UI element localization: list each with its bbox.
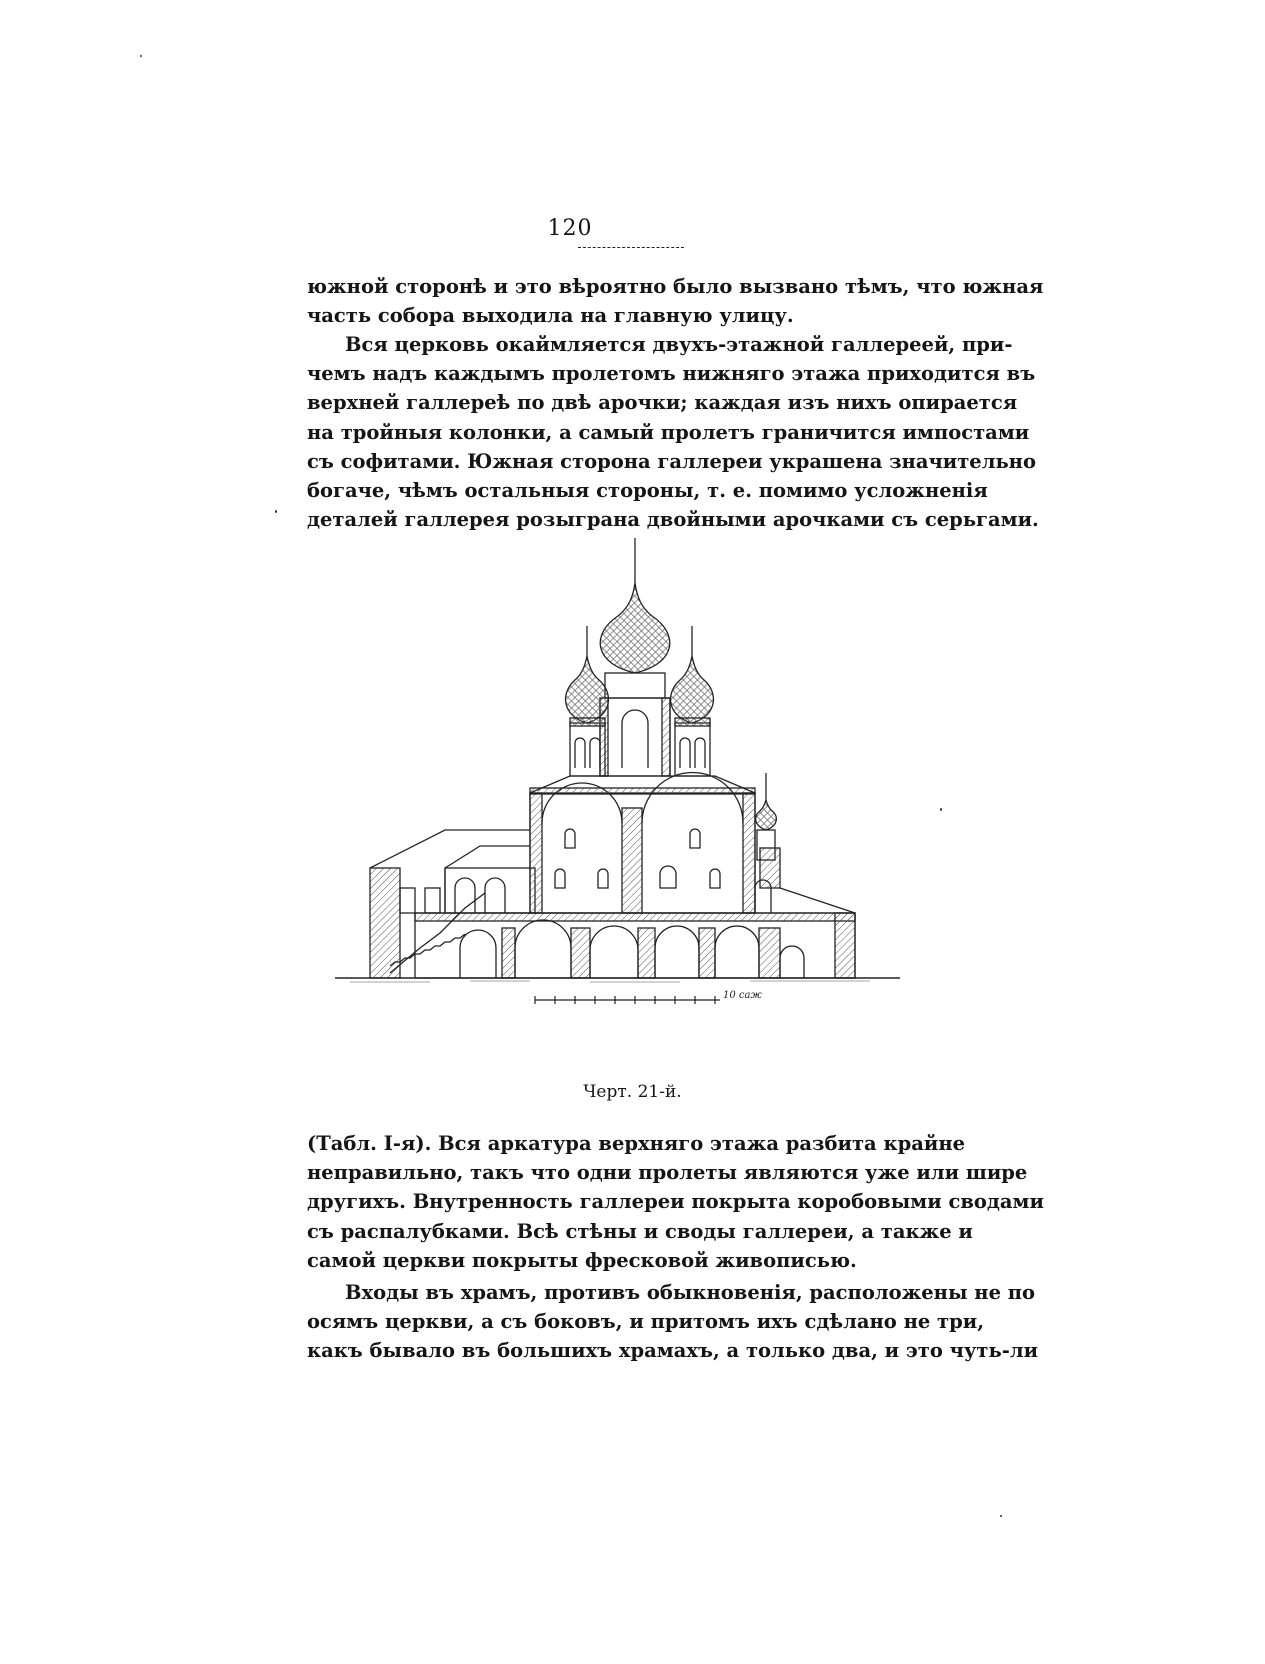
text-line: часть собора выходила на главную улицу.	[307, 304, 794, 328]
scan-speck	[1000, 1515, 1002, 1517]
header-rule	[578, 247, 684, 248]
text-line: самой церкви покрыты фресковой живописью.	[307, 1248, 857, 1272]
page-number: 120	[547, 216, 593, 241]
paragraph-2	[307, 330, 1039, 534]
text-line: осямъ церкви, а съ боковъ, и притомъ ихъ сдѣлано не три,	[307, 1310, 985, 1334]
text-line: на тройныя колонки, а самый пролетъ граничится импостами	[307, 420, 1030, 444]
scan-speck	[275, 510, 277, 513]
text-line: съ софитами. Южная сторона галлереи украшена значительно	[307, 449, 1036, 473]
figure-caption: Черт. 21-й.	[583, 1082, 682, 1102]
text-line: (Табл. I-я). Вся аркатура верхняго этажа разбита крайне	[307, 1132, 965, 1155]
scale-label: 10 саж	[723, 990, 762, 1001]
text-line: чемъ надъ каждымъ пролетомъ нижняго этажа приходится въ	[307, 362, 1036, 386]
scan-speck	[940, 808, 942, 811]
paragraph-3	[307, 1129, 1044, 1275]
text-line: неправильно, такъ что одни пролеты являются уже или шире	[307, 1161, 1028, 1185]
paragraph-4	[307, 1278, 1039, 1366]
scan-speck	[140, 55, 142, 57]
text-line: южной сторонѣ и это вѣроятно было вызвано тѣмъ, что южная	[307, 275, 1044, 298]
text-line: богаче, чѣмъ остальныя стороны, т. е. помимо усложненія	[307, 479, 988, 503]
cathedral-section-drawing	[330, 568, 930, 1068]
text-line: другихъ. Внутренность галлереи покрыта коробовыми сводами	[307, 1190, 1044, 1214]
text-line: верхней галлереѣ по двѣ арочки; каждая изъ нихъ опирается	[307, 391, 1018, 415]
text-line: деталей галлерея розыграна двойными арочками съ серьгами.	[307, 508, 1039, 532]
paragraph-1	[307, 272, 1044, 330]
text-line: съ распалубками. Всѣ стѣны и своды галлереи, а также и	[307, 1219, 973, 1243]
text-line: Вся церковь окаймляется двухъ-этажной галлереей, при-	[345, 333, 1013, 356]
text-line: какъ бывало въ большихъ храмахъ, а только два, и это чуть-ли	[307, 1339, 1039, 1363]
text-line: Входы въ храмъ, противъ обыкновенія, расположены не по	[345, 1281, 1036, 1304]
